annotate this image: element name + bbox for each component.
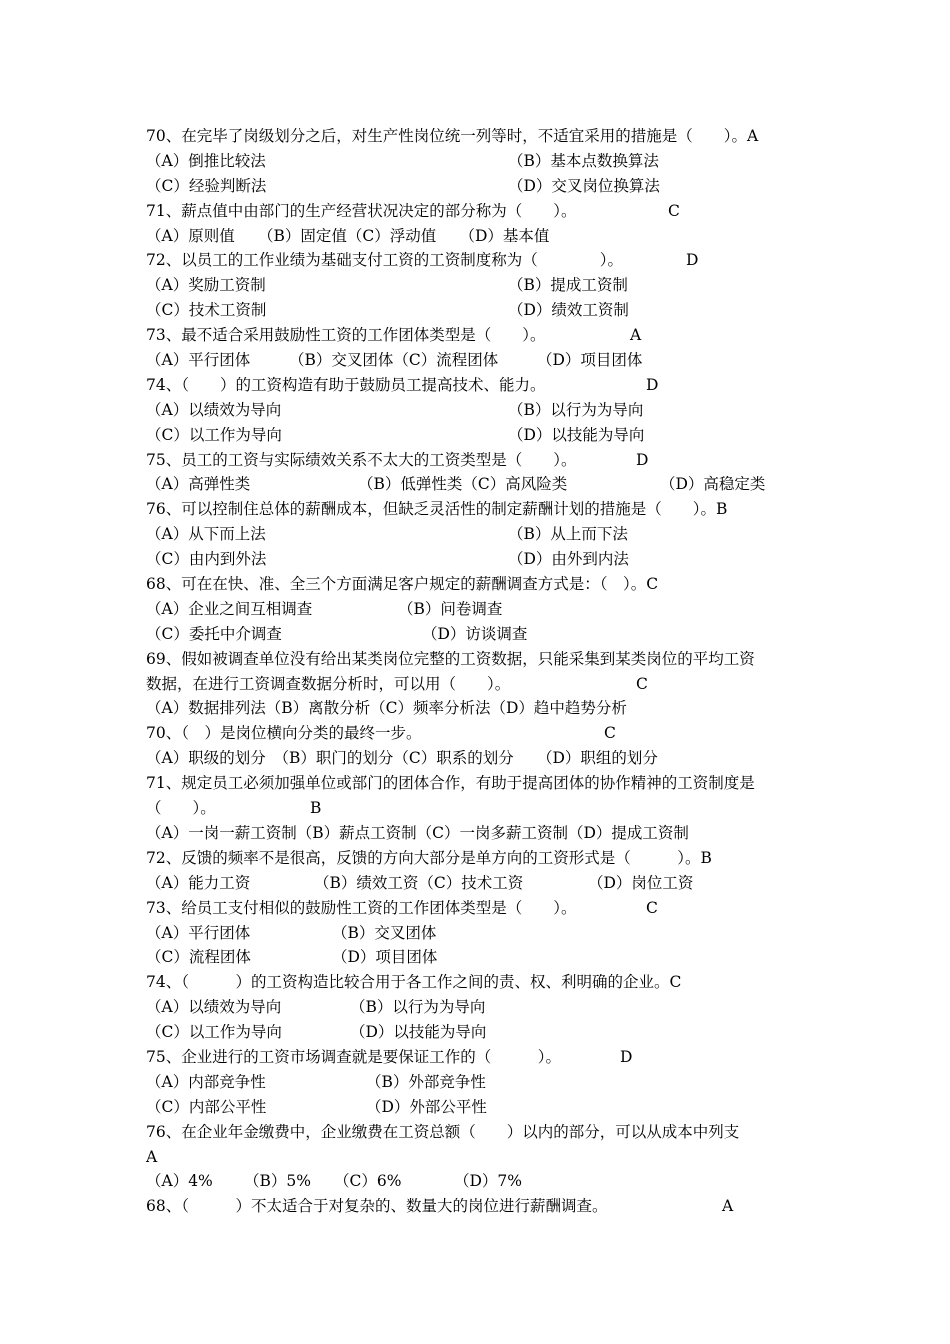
- text-line: [146, 1194, 816, 1219]
- text-line: [146, 124, 816, 149]
- text-line: [146, 1145, 816, 1170]
- text-line: [146, 771, 816, 796]
- text-segment: （B）提成工资制: [508, 276, 628, 295]
- text-segment: （B）以行为为导向: [350, 998, 486, 1017]
- text-segment: （A）从下而上法: [146, 525, 266, 544]
- text-line: [146, 746, 816, 771]
- text-segment: （D）外部公平性: [366, 1097, 487, 1116]
- text-line: [146, 696, 816, 721]
- text-segment: （A）4%: [146, 1172, 213, 1191]
- text-line: [146, 273, 816, 298]
- text-segment: C: [668, 201, 680, 220]
- text-line: [146, 871, 816, 896]
- text-segment: A: [630, 326, 642, 345]
- text-segment: C: [646, 898, 658, 917]
- text-line: [146, 472, 816, 497]
- text-segment: （A）奖励工资制: [146, 276, 266, 295]
- text-segment: （A）内部竞争性: [146, 1072, 266, 1091]
- text-segment: 70、（ ）是岗位横向分类的最终一步。: [146, 724, 422, 743]
- text-line: [146, 1169, 816, 1194]
- text-segment: （D）访谈调查: [422, 624, 528, 643]
- text-line: [146, 597, 816, 622]
- text-segment: （A）高弹性类: [146, 475, 251, 494]
- text-segment: A: [722, 1197, 734, 1216]
- text-line: [146, 348, 816, 373]
- document-body: [146, 124, 816, 1219]
- text-segment: （ ）。: [146, 799, 216, 818]
- text-segment: 70、在完毕了岗级划分之后，对生产性岗位统一列等时，不适宜采用的措施是（ ）。A: [146, 127, 759, 145]
- text-line: [146, 846, 816, 871]
- text-segment: （C）内部公平性: [146, 1097, 267, 1116]
- text-segment: 75、员工的工资与实际绩效关系不太大的工资类型是（ ）。: [146, 450, 577, 469]
- text-segment: （B）外部竞争性: [366, 1072, 486, 1091]
- text-line: [146, 721, 816, 746]
- text-line: [146, 423, 816, 448]
- text-segment: B: [310, 799, 322, 818]
- text-segment: （A）一岗一薪工资制（B）薪点工资制（C）一岗多薪工资制（D）提成工资制: [146, 823, 689, 842]
- text-line: [146, 970, 816, 995]
- text-segment: C: [636, 674, 648, 693]
- text-line: [146, 921, 816, 946]
- text-segment: （A）数据排列法（B）离散分析（C）频率分析法（D）趋中趋势分析: [146, 699, 627, 718]
- text-line: [146, 522, 816, 547]
- text-line: [146, 796, 816, 821]
- text-segment: 74、（ ）的工资构造有助于鼓励员工提高技术、能力。: [146, 375, 546, 394]
- text-line: [146, 821, 816, 846]
- text-segment: （A）能力工资: [146, 873, 251, 892]
- text-segment: （C）以工作为导向: [146, 1023, 282, 1042]
- text-line: [146, 373, 816, 398]
- text-segment: （A）以绩效为导向: [146, 998, 282, 1017]
- text-line: [146, 298, 816, 323]
- text-segment: （C）以工作为导向: [146, 425, 282, 444]
- text-segment: （B）从上而下法: [508, 525, 628, 544]
- text-line: [146, 199, 816, 224]
- text-segment: （A）原则值 （B）固定值（C）浮动值 （D）基本值: [146, 226, 550, 245]
- text-segment: 68、（ ）不太适合于对复杂的、数量大的岗位进行薪酬调查。: [146, 1197, 608, 1216]
- text-segment: D: [646, 375, 659, 394]
- text-segment: （C）流程团体: [146, 948, 251, 967]
- text-segment: （B）低弹性类（C）高风险类: [358, 475, 568, 494]
- text-segment: （C）由内到外法: [146, 550, 267, 569]
- text-segment: （B）问卷调查: [398, 599, 503, 618]
- text-segment: （C）经验判断法: [146, 176, 267, 195]
- text-segment: 71、规定员工必须加强单位或部门的团体合作，有助于提高团体的协作精神的工资制度是: [146, 774, 755, 793]
- text-segment: （B）基本点数换算法: [508, 151, 659, 170]
- text-segment: 数据，在进行工资调查数据分析时，可以用（ ）。: [146, 674, 511, 693]
- text-segment: （D）7%: [454, 1172, 523, 1191]
- text-segment: D: [686, 251, 699, 270]
- text-segment: D: [636, 450, 649, 469]
- text-segment: 72、以员工的工作业绩为基础支付工资的工资制度称为（ ）。: [146, 251, 623, 270]
- text-line: [146, 647, 816, 672]
- text-line: [146, 1120, 816, 1145]
- text-segment: 74、（ ）的工资构造比较合用于各工作之间的责、权、利明确的企业。C: [146, 973, 682, 992]
- text-line: [146, 448, 816, 473]
- text-segment: （A）平行团体 （B）交叉团体（C）流程团体 （D）项目团体: [146, 351, 643, 370]
- text-line: [146, 1070, 816, 1095]
- text-segment: 68、可在在快、准、全三个方面满足客户规定的薪酬调查方式是：（ ）。C: [146, 575, 659, 594]
- text-segment: （A）职级的划分 （B）职门的划分（C）职系的划分 （D）职组的划分: [146, 749, 658, 768]
- text-segment: （D）项目团体: [332, 948, 438, 967]
- text-line: [146, 174, 816, 199]
- text-line: [146, 248, 816, 273]
- text-line: [146, 1045, 816, 1070]
- text-segment: （D）以技能为导向: [350, 1023, 487, 1042]
- text-line: [146, 1020, 816, 1045]
- text-segment: 71、薪点值中由部门的生产经营状况决定的部分称为（ ）。: [146, 201, 577, 220]
- text-segment: （D）由外到内法: [508, 550, 629, 569]
- text-line: [146, 1095, 816, 1120]
- text-segment: （D）以技能为导向: [508, 425, 645, 444]
- text-segment: A: [146, 1147, 158, 1166]
- text-line: [146, 497, 816, 522]
- text-line: [146, 398, 816, 423]
- text-line: [146, 323, 816, 348]
- text-segment: （A）平行团体: [146, 923, 251, 942]
- text-segment: 69、假如被调查单位没有给出某类岗位完整的工资数据，只能采集到某类岗位的平均工资: [146, 649, 755, 668]
- text-segment: D: [620, 1047, 633, 1066]
- text-segment: （D）岗位工资: [588, 873, 694, 892]
- text-segment: 76、在企业年金缴费中，企业缴费在工资总额（ ）以内的部分，可以从成本中列支: [146, 1122, 740, 1141]
- text-line: [146, 672, 816, 697]
- text-line: [146, 572, 816, 597]
- text-line: [146, 896, 816, 921]
- text-line: [146, 224, 816, 249]
- text-segment: （B）以行为为导向: [508, 400, 644, 419]
- text-segment: （A）以绩效为导向: [146, 400, 282, 419]
- text-segment: （B）5%: [244, 1172, 311, 1191]
- text-segment: 76、可以控制住总体的薪酬成本，但缺乏灵活性的制定薪酬计划的措施是（ ）。B: [146, 500, 728, 519]
- text-segment: （D）绩效工资制: [508, 301, 629, 320]
- text-segment: 73、给员工支付相似的鼓励性工资的工作团体类型是（ ）。: [146, 898, 577, 917]
- text-segment: （B）绩效工资（C）技术工资: [314, 873, 524, 892]
- text-segment: 73、最不适合采用鼓励性工资的工作团体类型是（ ）。: [146, 326, 546, 345]
- text-line: [146, 149, 816, 174]
- text-segment: （C）技术工资制: [146, 301, 267, 320]
- text-segment: 72、反馈的频率不是很高，反馈的方向大部分是单方向的工资形式是（ ）。B: [146, 848, 712, 867]
- text-line: [146, 547, 816, 572]
- text-line: [146, 945, 816, 970]
- text-segment: （A）倒推比较法: [146, 151, 266, 170]
- text-segment: （D）交叉岗位换算法: [508, 176, 660, 195]
- text-segment: （C）6%: [334, 1172, 402, 1191]
- text-segment: （B）交叉团体: [332, 923, 437, 942]
- text-segment: 75、企业进行的工资市场调查就是要保证工作的（ ）。: [146, 1047, 561, 1066]
- text-segment: （C）委托中介调查: [146, 624, 282, 643]
- text-line: [146, 995, 816, 1020]
- text-segment: C: [604, 724, 616, 743]
- text-line: [146, 622, 816, 647]
- text-segment: （A）企业之间互相调查: [146, 599, 313, 618]
- text-segment: （D）高稳定类: [660, 475, 766, 494]
